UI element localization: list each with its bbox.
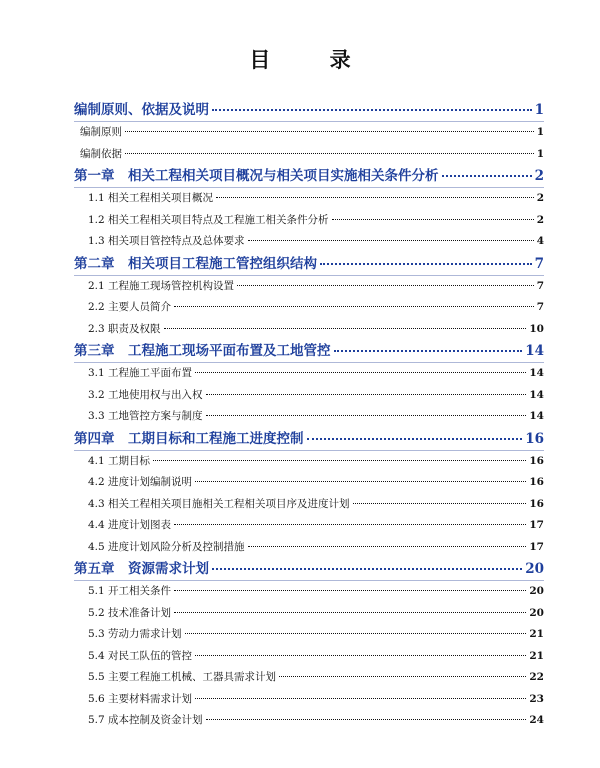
dot-leader bbox=[206, 414, 527, 416]
toc-page-number: 16 bbox=[529, 497, 544, 510]
toc-entry-label: 2.1 工程施工现场管控机构设置 bbox=[88, 279, 235, 292]
toc-section-entry[interactable] bbox=[74, 537, 544, 559]
toc-page-number: 2 bbox=[536, 192, 544, 204]
toc-entry-label: 1.2 相关工程相关项目特点及工程施工相关条件分析 bbox=[88, 213, 329, 226]
toc-section-entry[interactable] bbox=[74, 210, 544, 232]
toc-section-entry[interactable] bbox=[74, 276, 544, 298]
toc-entry-label: 第一章 相关工程相关项目概况与相关项目实施相关条件分析 bbox=[74, 168, 439, 184]
toc-chapter-entry[interactable] bbox=[74, 165, 544, 188]
dot-leader bbox=[125, 130, 534, 132]
dot-leader bbox=[332, 218, 534, 220]
toc-page-number: 17 bbox=[529, 540, 544, 553]
toc-entry-label: 4.1 工期目标 bbox=[88, 454, 151, 467]
toc-page-number: 20 bbox=[529, 585, 544, 597]
toc-section-entry[interactable] bbox=[74, 122, 544, 144]
toc-page-number: 7 bbox=[536, 279, 544, 292]
toc-section-entry[interactable] bbox=[74, 188, 544, 210]
toc-page-number: 14 bbox=[529, 367, 544, 379]
toc-entry-label: 第五章 资源需求计划 bbox=[74, 561, 209, 577]
toc-chapter-entry[interactable] bbox=[74, 558, 544, 581]
dot-leader bbox=[320, 262, 532, 265]
dot-leader bbox=[185, 632, 527, 634]
dot-leader bbox=[174, 523, 526, 525]
dot-leader bbox=[248, 545, 527, 547]
toc-section-entry[interactable] bbox=[74, 667, 544, 689]
table-of-contents bbox=[74, 99, 544, 732]
toc-page-number: 1 bbox=[536, 147, 544, 160]
toc-page-number: 16 bbox=[525, 430, 544, 447]
toc-entry-label: 5.2 技术准备计划 bbox=[88, 606, 172, 619]
toc-entry-label: 2.3 职责及权限 bbox=[88, 322, 161, 335]
toc-section-entry[interactable] bbox=[74, 515, 544, 537]
dot-leader bbox=[212, 567, 522, 570]
toc-entry-label: 3.3 工地管控方案与制度 bbox=[88, 410, 203, 422]
dot-leader bbox=[334, 349, 523, 352]
toc-page-number: 21 bbox=[529, 628, 544, 640]
toc-page-number: 16 bbox=[529, 476, 544, 488]
toc-entry-label: 第二章 相关项目工程施工管控组织结构 bbox=[74, 255, 317, 272]
toc-entry-label: 编制依据 bbox=[80, 147, 122, 160]
toc-section-entry[interactable] bbox=[74, 144, 544, 166]
dot-leader bbox=[206, 393, 527, 395]
toc-page-number: 4 bbox=[536, 235, 544, 247]
toc-page-number: 21 bbox=[529, 649, 544, 662]
toc-page-number: 16 bbox=[529, 454, 544, 467]
toc-page-number: 2 bbox=[536, 213, 544, 226]
dot-leader bbox=[153, 459, 526, 461]
toc-entry-label: 3.2 工地使用权与出入权 bbox=[88, 388, 203, 401]
dot-leader bbox=[248, 239, 534, 241]
toc-section-entry[interactable] bbox=[74, 581, 544, 603]
toc-entry-label: 1.1 相关工程相关项目概况 bbox=[88, 192, 214, 204]
dot-leader bbox=[442, 174, 532, 177]
toc-page-number: 10 bbox=[529, 322, 544, 335]
toc-section-entry[interactable] bbox=[74, 319, 544, 341]
dot-leader bbox=[353, 502, 527, 504]
toc-section-entry[interactable] bbox=[74, 363, 544, 385]
toc-entry-label: 第四章 工期目标和工程施工进度控制 bbox=[74, 430, 304, 447]
toc-entry-label: 5.7 成本控制及资金计划 bbox=[88, 714, 203, 726]
toc-section-entry[interactable] bbox=[74, 624, 544, 646]
toc-section-entry[interactable] bbox=[74, 231, 544, 253]
dot-leader bbox=[307, 437, 523, 440]
dot-leader bbox=[206, 718, 527, 720]
toc-page-number: 17 bbox=[529, 519, 544, 531]
toc-section-entry[interactable] bbox=[74, 451, 544, 473]
dot-leader bbox=[216, 196, 534, 198]
toc-section-entry[interactable] bbox=[74, 385, 544, 407]
toc-page-number: 23 bbox=[529, 692, 544, 705]
toc-section-entry[interactable] bbox=[74, 646, 544, 668]
toc-page-number: 20 bbox=[525, 561, 544, 577]
toc-entry-label: 2.2 主要人员简介 bbox=[88, 301, 172, 313]
toc-chapter-entry[interactable] bbox=[74, 99, 544, 122]
toc-entry-label: 4.4 进度计划图表 bbox=[88, 519, 172, 531]
dot-leader bbox=[195, 480, 526, 482]
dot-leader bbox=[125, 152, 534, 154]
toc-page-number: 1 bbox=[536, 126, 544, 138]
toc-page-number: 22 bbox=[529, 671, 544, 683]
toc-section-entry[interactable] bbox=[74, 710, 544, 732]
toc-entry-label: 编制原则 bbox=[80, 126, 122, 138]
dot-leader bbox=[195, 697, 526, 699]
toc-page-number: 1 bbox=[534, 102, 544, 118]
toc-entry-label: 4.2 进度计划编制说明 bbox=[88, 476, 193, 488]
toc-entry-label: 4.5 进度计划风险分析及控制措施 bbox=[88, 540, 245, 553]
toc-entry-label: 3.1 工程施工平面布置 bbox=[88, 367, 193, 379]
toc-chapter-entry[interactable] bbox=[74, 428, 544, 451]
dot-leader bbox=[212, 108, 532, 111]
toc-page-number: 7 bbox=[536, 301, 544, 313]
toc-entry-label: 5.5 主要工程施工机械、工器具需求计划 bbox=[88, 671, 277, 683]
dot-leader bbox=[164, 327, 527, 329]
toc-title: 目 录 bbox=[249, 47, 377, 72]
toc-section-entry[interactable] bbox=[74, 297, 544, 319]
dot-leader bbox=[279, 675, 526, 677]
toc-entry-label: 编制原则、依据及说明 bbox=[74, 102, 209, 118]
dot-leader bbox=[174, 305, 534, 307]
toc-page-number: 2 bbox=[534, 168, 544, 184]
toc-section-entry[interactable] bbox=[74, 472, 544, 494]
toc-page-number: 14 bbox=[529, 410, 544, 422]
toc-entry-label: 1.3 相关项目管控特点及总体要求 bbox=[88, 235, 245, 247]
toc-page-number: 20 bbox=[529, 606, 544, 619]
toc-section-entry[interactable] bbox=[74, 494, 544, 516]
dot-leader bbox=[174, 589, 526, 591]
toc-chapter-entry[interactable] bbox=[74, 253, 544, 276]
toc-page-number: 14 bbox=[525, 343, 544, 359]
dot-leader bbox=[195, 371, 526, 373]
toc-section-entry[interactable] bbox=[74, 603, 544, 625]
toc-entry-label: 第三章 工程施工现场平面布置及工地管控 bbox=[74, 343, 331, 359]
toc-section-entry[interactable] bbox=[74, 406, 544, 428]
dot-leader bbox=[195, 654, 526, 656]
toc-entry-label: 5.1 开工相关条件 bbox=[88, 585, 172, 597]
toc-entry-label: 5.3 劳动力需求计划 bbox=[88, 628, 182, 640]
toc-entry-label: 5.4 对民工队伍的管控 bbox=[88, 649, 193, 662]
toc-page-number: 24 bbox=[529, 714, 544, 726]
toc-entry-label: 4.3 相关工程相关项目施相关工程相关项目序及进度计划 bbox=[88, 497, 350, 510]
toc-page-number: 14 bbox=[529, 388, 544, 401]
toc-page-number: 7 bbox=[534, 255, 544, 272]
toc-entry-label: 5.6 主要材料需求计划 bbox=[88, 692, 193, 705]
dot-leader bbox=[237, 284, 534, 286]
toc-section-entry[interactable] bbox=[74, 689, 544, 711]
toc-chapter-entry[interactable] bbox=[74, 340, 544, 363]
dot-leader bbox=[174, 611, 526, 613]
